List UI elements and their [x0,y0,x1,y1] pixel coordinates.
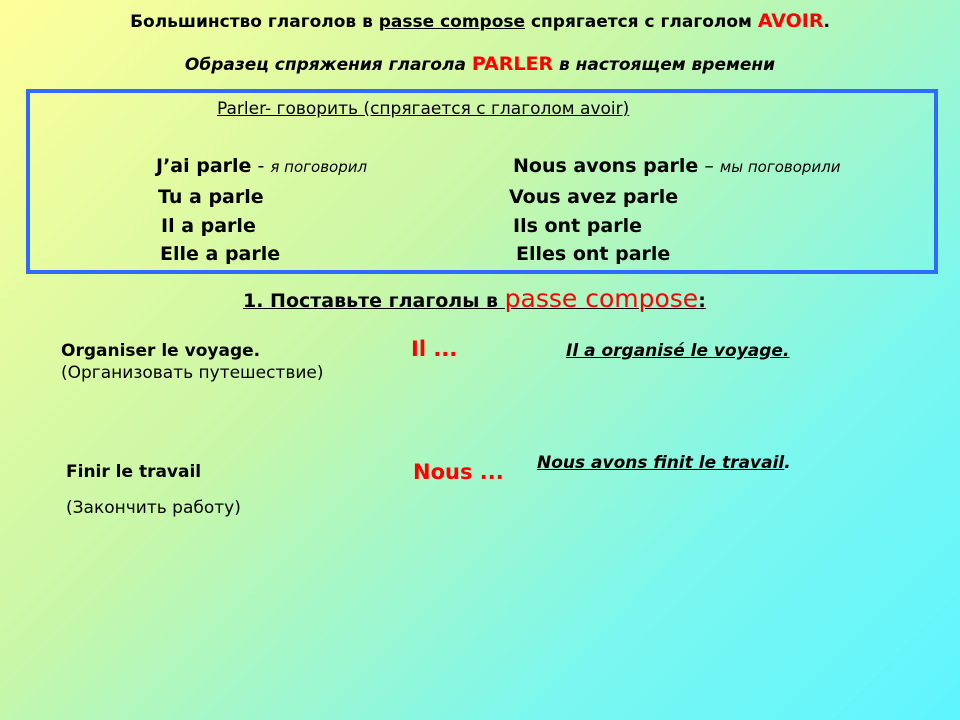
conj-left-2: Tu a parle [158,186,264,208]
exercise-2-russian: (Закончить работу) [66,498,241,518]
header-text: Образец спряжения глагола [184,55,472,75]
conj-form: Nous avons parle [513,155,699,177]
exercise-1-answer: Il a organisé le voyage. [566,341,790,361]
exercise-2-french: Finir le travail [66,462,202,482]
exercise-1-prompt: Il ... [411,337,458,361]
conj-right-3: Ils ont parle [513,215,642,237]
conj-right-2: Vous avez parle [509,186,679,208]
header-text: спрягается с глаголом [525,12,758,32]
exercise-1-french: Organiser le voyage. [61,341,261,361]
conj-sep: – [698,155,720,177]
conj-right-4: Elles ont parle [516,243,671,265]
header-line-1 [0,10,960,32]
conj-left-3: Il a parle [161,215,256,237]
header-verb: AVOIR [757,10,824,32]
conj-form: J’ai parle [156,155,252,177]
header-verb: PARLER [471,53,554,75]
header-term: passe compose [378,12,526,32]
conj-gloss: я поговорил [270,158,368,176]
task-title [243,284,706,313]
box-title: Parler- говорить (спрягается с глаголом avoir) [217,99,630,119]
task-title-text: 1. Поставьте глаголы в [243,290,505,312]
exercise-2-prompt: Nous ... [413,460,504,484]
task-title-term: passe compose [504,284,699,313]
task-title-colon: : [698,290,706,312]
header-text: Большинство глаголов в [130,12,379,32]
conj-sep: - [251,155,271,177]
exercise-1-russian: (Организовать путешествие) [61,363,324,383]
conj-left-1 [156,155,367,177]
conj-right-1 [513,155,841,177]
header-text: в настоящем времени [553,55,776,75]
conj-gloss: мы поговорили [719,158,841,176]
header-line-2 [0,53,960,75]
header-text: . [823,12,830,32]
exercise-2-answer-line [537,453,791,473]
exercise-2-answer: Nous avons finit le travail [537,453,785,473]
conj-left-4: Elle a parle [160,243,281,265]
exercise-2-answer-period: . [784,453,791,473]
